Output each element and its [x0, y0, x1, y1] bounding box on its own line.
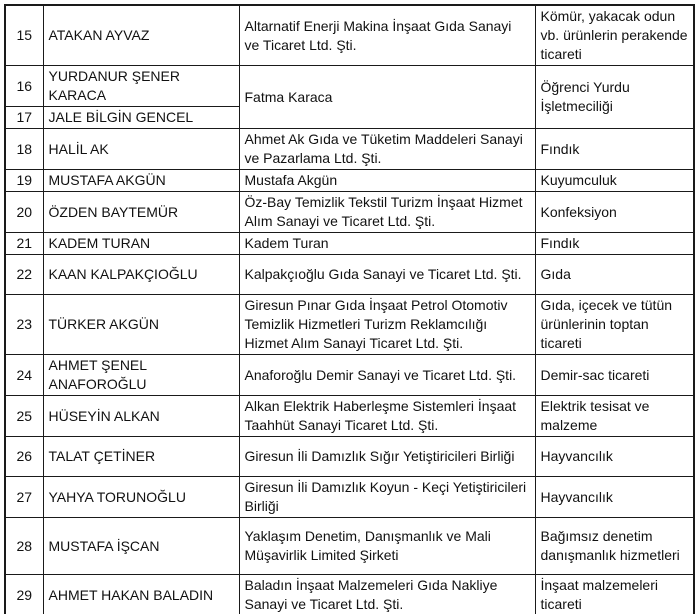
table-row — [5, 170, 694, 192]
cell-name: KAAN KALPAKÇIOĞLU — [43, 255, 239, 295]
cell-sector-merged: Öğrenci Yurdu İşletmeciliği — [535, 66, 694, 129]
cell-company: Yaklaşım Denetim, Danışmanlık ve Mali Müşavirlik Limited Şirketi — [239, 518, 535, 575]
cell-no: 22 — [5, 255, 43, 295]
cell-sector: Bağımsız denetim danışmanlık hizmetleri — [535, 518, 694, 575]
cell-no: 15 — [5, 5, 43, 66]
cell-company: Baladın İnşaat Malzemeleri Gıda Nakliye Sanayi ve Ticaret Ltd. Şti. — [239, 575, 535, 614]
table-row — [5, 66, 694, 107]
cell-company: Giresun İli Damızlık Sığır Yetiştiricileri Birliği — [239, 437, 535, 477]
cell-no: 21 — [5, 233, 43, 255]
cell-name: HALİL AK — [43, 129, 239, 170]
cell-no: 29 — [5, 575, 43, 614]
cell-company: Kadem Turan — [239, 233, 535, 255]
cell-company-merged: Fatma Karaca — [239, 66, 535, 129]
cell-company: Öz-Bay Temizlik Tekstil Turizm İnşaat Hizmet Alım Sanayi ve Ticaret Ltd. Şti. — [239, 192, 535, 233]
cell-no: 19 — [5, 170, 43, 192]
cell-no: 18 — [5, 129, 43, 170]
cell-name: TALAT ÇETİNER — [43, 437, 239, 477]
cell-no: 17 — [5, 107, 43, 129]
table-row — [5, 575, 694, 614]
cell-sector: Hayvancılık — [535, 477, 694, 518]
cell-no: 24 — [5, 355, 43, 396]
cell-company: Ahmet Ak Gıda ve Tüketim Maddeleri Sanayi ve Pazarlama Ltd. Şti. — [239, 129, 535, 170]
table-row — [5, 396, 694, 437]
cell-name: AHMET ŞENEL ANAFOROĞLU — [43, 355, 239, 396]
cell-name: JALE BİLGİN GENCEL — [43, 107, 239, 129]
cell-name: ÖZDEN BAYTEMÜR — [43, 192, 239, 233]
cell-sector: Fındık — [535, 129, 694, 170]
cell-no: 23 — [5, 295, 43, 355]
cell-name: ATAKAN AYVAZ — [43, 5, 239, 66]
cell-sector: Elektrik tesisat ve malzeme — [535, 396, 694, 437]
cell-sector: Hayvancılık — [535, 437, 694, 477]
cell-name: KADEM TURAN — [43, 233, 239, 255]
table-row — [5, 233, 694, 255]
cell-company: Mustafa Akgün — [239, 170, 535, 192]
cell-company: Kalpakçıoğlu Gıda Sanayi ve Ticaret Ltd. Şti. — [239, 255, 535, 295]
cell-sector: Kömür, yakacak odun vb. ürünlerin perakende ticareti — [535, 5, 694, 66]
document-page — [0, 4, 700, 614]
cell-company: Giresun Pınar Gıda İnşaat Petrol Otomotiv Temizlik Hizmetleri Turizm Reklamcılığı Hizmet Alım Sanayi Ticaret Ltd. Şti. — [239, 295, 535, 355]
table-row — [5, 518, 694, 575]
cell-name: YAHYA TORUNOĞLU — [43, 477, 239, 518]
cell-name: MUSTAFA İŞCAN — [43, 518, 239, 575]
cell-sector: Gıda — [535, 255, 694, 295]
table-row — [5, 129, 694, 170]
cell-sector: Gıda, içecek ve tütün ürünlerinin toptan ticareti — [535, 295, 694, 355]
table-row — [5, 437, 694, 477]
registry-table — [4, 4, 695, 614]
cell-sector: İnşaat malzemeleri ticareti — [535, 575, 694, 614]
table-row — [5, 295, 694, 355]
table-row — [5, 355, 694, 396]
cell-name: YURDANUR ŞENER KARACA — [43, 66, 239, 107]
cell-sector: Demir-sac ticareti — [535, 355, 694, 396]
cell-company: Alkan Elektrik Haberleşme Sistemleri İnşaat Taahhüt Sanayi Ticaret Ltd. Şti. — [239, 396, 535, 437]
cell-name: TÜRKER AKGÜN — [43, 295, 239, 355]
table-row — [5, 192, 694, 233]
cell-name: MUSTAFA AKGÜN — [43, 170, 239, 192]
table-row — [5, 5, 694, 66]
cell-name: HÜSEYİN ALKAN — [43, 396, 239, 437]
cell-no: 20 — [5, 192, 43, 233]
cell-company: Giresun İli Damızlık Koyun - Keçi Yetiştiricileri Birliği — [239, 477, 535, 518]
cell-company: Anaforoğlu Demir Sanayi ve Ticaret Ltd. Şti. — [239, 355, 535, 396]
cell-no: 25 — [5, 396, 43, 437]
cell-no: 27 — [5, 477, 43, 518]
cell-no: 28 — [5, 518, 43, 575]
cell-company: Altarnatif Enerji Makina İnşaat Gıda Sanayi ve Ticaret Ltd. Şti. — [239, 5, 535, 66]
cell-sector: Fındık — [535, 233, 694, 255]
cell-no: 16 — [5, 66, 43, 107]
table-row — [5, 477, 694, 518]
cell-no: 26 — [5, 437, 43, 477]
cell-sector: Kuyumculuk — [535, 170, 694, 192]
cell-sector: Konfeksiyon — [535, 192, 694, 233]
table-row — [5, 255, 694, 295]
cell-name: AHMET HAKAN BALADIN — [43, 575, 239, 614]
